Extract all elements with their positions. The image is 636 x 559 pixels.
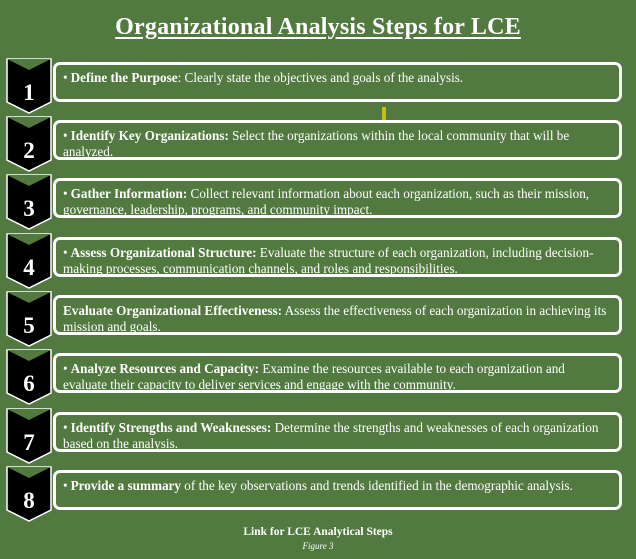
step-description: Examine the resources available to each organization and evaluate their capacity to deliver services and engage with the community. — [63, 361, 565, 392]
step-description: Collect relevant information about each organization, such as their mission, governance, leadership, programs, and community impact. — [63, 186, 590, 217]
step-row — [0, 291, 636, 347]
step-box — [53, 120, 622, 160]
step-bullet: • — [63, 186, 68, 201]
step-bullet: • — [63, 420, 68, 435]
step-box — [53, 178, 622, 218]
step-row — [0, 116, 636, 172]
step-description: Select the organizations within the local community that will be analyzed. — [63, 128, 570, 159]
step-heading: Define the Purpose — [70, 70, 178, 85]
step-box — [53, 412, 622, 452]
step-number: 8 — [23, 488, 35, 513]
step-heading: Analyze Resources and Capacity: — [70, 361, 260, 376]
step-description: Determine the strengths and weaknesses of each organization based on the analysis. — [63, 420, 599, 451]
step-row — [0, 58, 636, 114]
step-number: 3 — [23, 196, 35, 221]
step-heading: Identify Key Organizations: — [70, 128, 229, 143]
figure-caption: Link for LCE Analytical Steps — [243, 526, 393, 538]
step-description: : Clearly state the objectives and goals of the analysis. — [177, 70, 464, 85]
step-number: 6 — [23, 371, 35, 396]
diagram-title: Organizational Analysis Steps for LCE — [115, 14, 521, 40]
step-heading: Provide a summary — [70, 478, 181, 493]
step-row — [0, 349, 636, 405]
step-bullet: • — [63, 128, 68, 143]
step-bullet: • — [63, 478, 68, 493]
step-description: of the key observations and trends identified in the demographic analysis. — [181, 478, 573, 493]
step-number: 7 — [23, 430, 35, 455]
figure-number: Figure 3 — [302, 541, 334, 551]
step-bullet: • — [63, 245, 68, 260]
step-box — [53, 470, 622, 510]
step-bullet: • — [63, 70, 68, 85]
step-row — [0, 408, 636, 464]
step-number: 4 — [23, 255, 35, 280]
step-heading: Gather Information: — [70, 186, 188, 201]
step-row — [0, 174, 636, 230]
step-row — [0, 233, 636, 289]
step-box — [53, 353, 622, 393]
step-box — [53, 237, 622, 277]
step-heading: Identify Strengths and Weaknesses: — [70, 420, 272, 435]
step-bullet: • — [63, 361, 68, 376]
step-heading: Evaluate Organizational Effectiveness: — [63, 303, 283, 318]
step-description: Assess the effectiveness of each organization in achieving its mission and goals. — [63, 303, 607, 334]
step-number: 5 — [23, 313, 35, 338]
step-row — [0, 466, 636, 522]
step-number: 2 — [23, 138, 35, 163]
step-number: 1 — [23, 80, 35, 105]
step-heading: Assess Organizational Structure: — [70, 245, 257, 260]
step-box — [53, 62, 622, 102]
step-description: Evaluate the structure of each organization, including decision-making processes, communication channels, and roles and responsibilities. — [63, 245, 594, 276]
step-box — [53, 295, 622, 335]
